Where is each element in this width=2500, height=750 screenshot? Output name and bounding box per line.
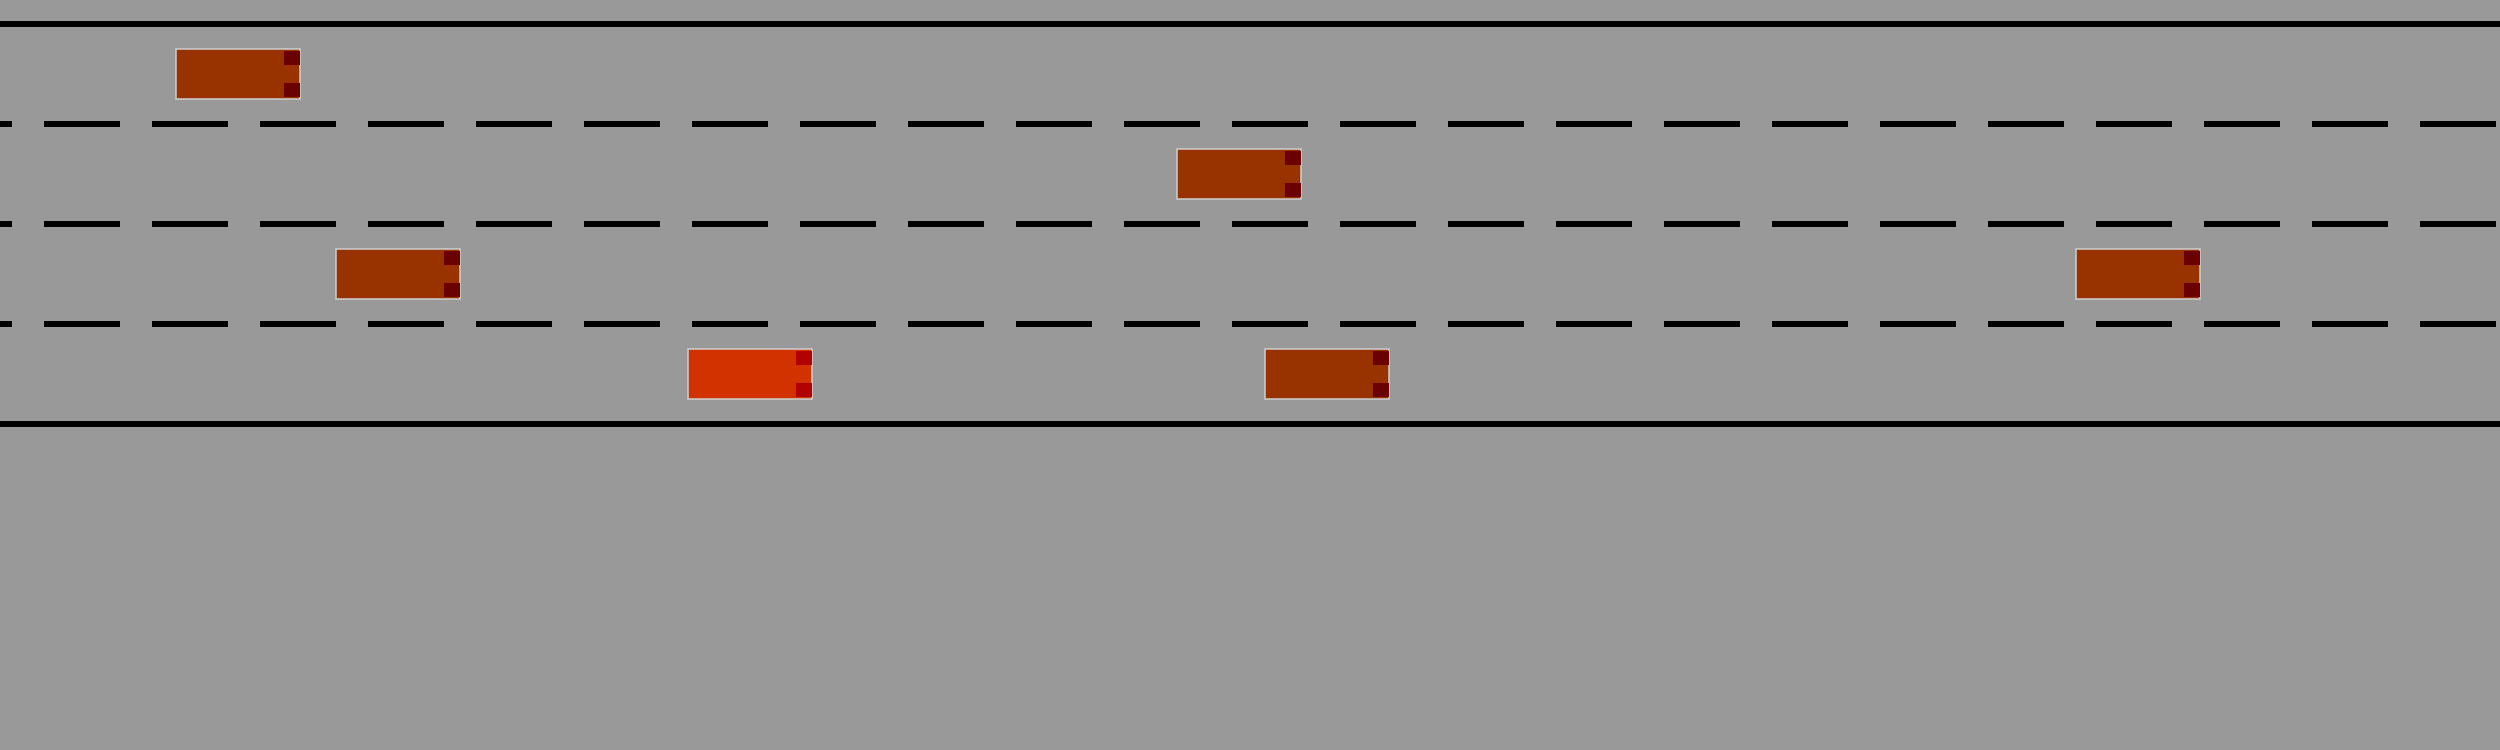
lane-dash: [2096, 121, 2172, 127]
headlight-left: [284, 51, 300, 65]
lane-dash: [2096, 321, 2172, 327]
lane-dash: [260, 221, 336, 227]
lane-dash: [800, 321, 876, 327]
lane-dash: [152, 321, 228, 327]
vehicle-body: [688, 349, 812, 399]
lane-dash: [476, 121, 552, 127]
headlight-right: [444, 283, 460, 297]
vehicle-body: [176, 49, 300, 99]
headlight-left: [1373, 351, 1389, 365]
lane-dash: [1880, 121, 1956, 127]
lane-dash: [1232, 221, 1308, 227]
vehicle: [2076, 249, 2200, 299]
lane-dash: [1772, 121, 1848, 127]
vehicle: [336, 249, 460, 299]
vehicle: [176, 49, 300, 99]
lane-dash: [584, 321, 660, 327]
lane-dash: [476, 221, 552, 227]
lane-divider-2: [0, 221, 2496, 227]
lane-dash: [2096, 221, 2172, 227]
road-edge-top: [0, 21, 2500, 27]
lane-dash: [44, 321, 120, 327]
lane-dash: [1340, 321, 1416, 327]
lane-dash: [260, 121, 336, 127]
lane-dash: [800, 221, 876, 227]
headlight-right: [284, 83, 300, 97]
vehicle-body: [2076, 249, 2200, 299]
lane-dash: [1448, 321, 1524, 327]
lane-dash: [1340, 221, 1416, 227]
lane-dash: [2312, 321, 2388, 327]
lane-dash: [1556, 121, 1632, 127]
lane-dash: [2312, 221, 2388, 227]
lane-dash: [908, 121, 984, 127]
lane-dash: [152, 121, 228, 127]
lane-dash: [584, 121, 660, 127]
headlight-left: [2184, 251, 2200, 265]
headlight-left: [796, 351, 812, 365]
lane-dash: [692, 321, 768, 327]
headlight-right: [2184, 283, 2200, 297]
lane-dash: [1664, 121, 1740, 127]
vehicle-body: [336, 249, 460, 299]
lane-dash: [1556, 221, 1632, 227]
lane-dash: [1124, 321, 1200, 327]
lane-dash: [476, 321, 552, 327]
headlight-right: [1373, 383, 1389, 397]
vehicle: [1177, 149, 1301, 199]
lane-dash: [1016, 121, 1092, 127]
vehicle-body: [1265, 349, 1389, 399]
lane-dash: [1124, 121, 1200, 127]
lane-dash: [2204, 221, 2280, 227]
lane-dash: [1988, 121, 2064, 127]
lane-dash: [368, 321, 444, 327]
lane-dash: [0, 321, 12, 327]
lane-dash: [2420, 321, 2496, 327]
lane-dash: [692, 221, 768, 227]
lane-dash: [2420, 221, 2496, 227]
lane-dash: [1016, 321, 1092, 327]
road-edge-bottom: [0, 421, 2500, 427]
lane-dash: [152, 221, 228, 227]
lane-dash: [2420, 121, 2496, 127]
lane-dash: [0, 221, 12, 227]
lane-dash: [2204, 321, 2280, 327]
lane-dash: [1016, 221, 1092, 227]
lane-dash: [1556, 321, 1632, 327]
lane-dash: [1880, 221, 1956, 227]
lane-dash: [368, 221, 444, 227]
lane-dash: [0, 121, 12, 127]
lane-dash: [908, 221, 984, 227]
lane-dash: [800, 121, 876, 127]
lane-dash: [1340, 121, 1416, 127]
lane-dash: [1880, 321, 1956, 327]
lane-dash: [368, 121, 444, 127]
lane-dash: [1664, 321, 1740, 327]
lane-dash: [44, 221, 120, 227]
vehicle-body: [1177, 149, 1301, 199]
lane-dash: [1664, 221, 1740, 227]
lane-dash: [692, 121, 768, 127]
ego-vehicle: [688, 349, 812, 399]
lane-dash: [1232, 321, 1308, 327]
lane-dash: [1124, 221, 1200, 227]
headlight-left: [1285, 151, 1301, 165]
lane-divider-1: [0, 121, 2496, 127]
lane-dash: [1988, 221, 2064, 227]
lane-dash: [584, 221, 660, 227]
vehicle: [1265, 349, 1389, 399]
lane-dash: [1772, 221, 1848, 227]
lane-dash: [2204, 121, 2280, 127]
lane-divider-3: [0, 321, 2496, 327]
headlight-left: [444, 251, 460, 265]
headlight-right: [1285, 183, 1301, 197]
lane-dash: [1988, 321, 2064, 327]
lane-dash: [1232, 121, 1308, 127]
lane-dash: [44, 121, 120, 127]
lane-dash: [1448, 221, 1524, 227]
headlight-right: [796, 383, 812, 397]
lane-dash: [1448, 121, 1524, 127]
lane-dash: [260, 321, 336, 327]
lane-dash: [1772, 321, 1848, 327]
lane-dash: [2312, 121, 2388, 127]
lane-dash: [908, 321, 984, 327]
